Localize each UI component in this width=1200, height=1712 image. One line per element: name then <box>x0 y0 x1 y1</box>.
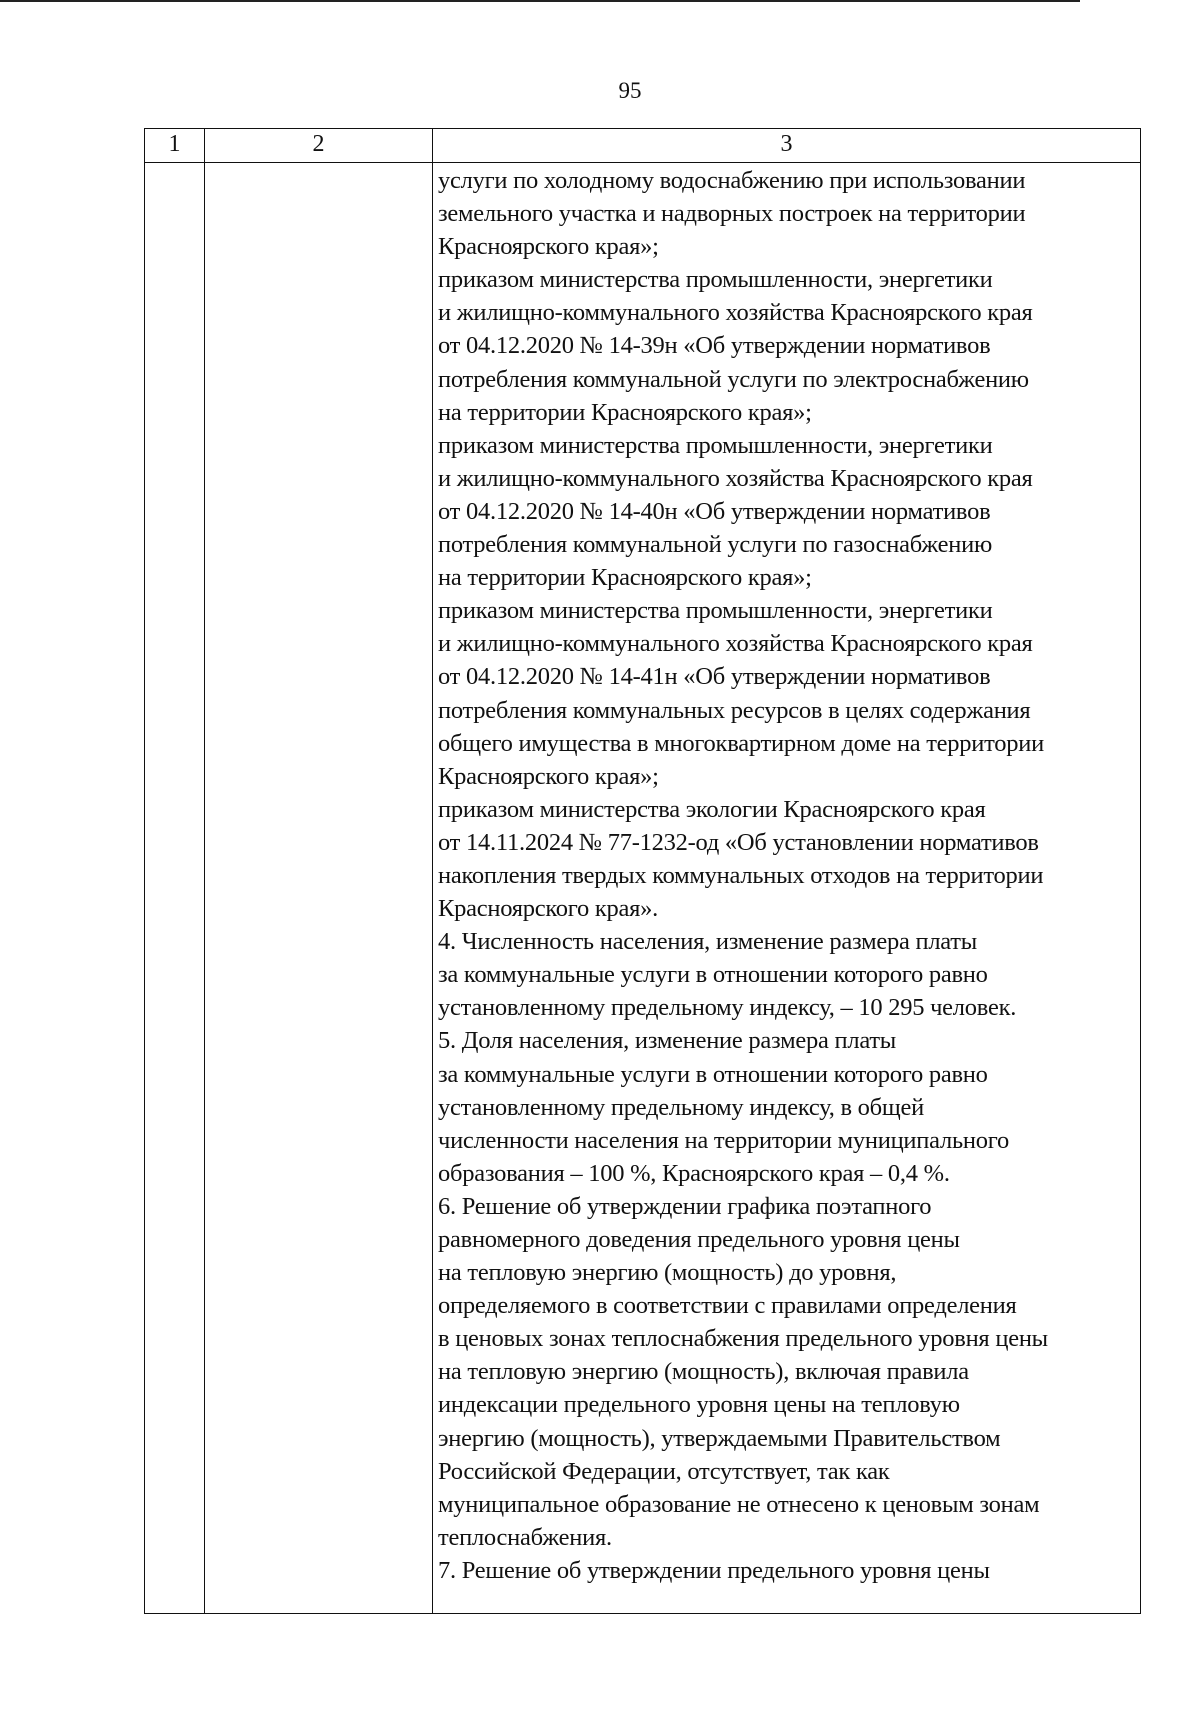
text-line: потребления коммунальной услуги по газоснабжению <box>438 531 993 559</box>
text-line: Российской Федерации, отсутствует, так как <box>438 1457 890 1485</box>
table-header-row <box>145 129 1141 163</box>
text-line: общего имущества в многоквартирном доме на территории <box>438 729 1045 757</box>
text-line: в ценовых зонах теплоснабжения предельного уровня цены <box>438 1325 1048 1353</box>
text-line: от 04.12.2020 № 14-41н «Об утверждении нормативов <box>438 663 991 691</box>
text-line: потребления коммунальной услуги по электроснабжению <box>438 365 1029 393</box>
text-line: и жилищно-коммунального хозяйства Красноярского края <box>438 630 1033 658</box>
text-line: установленному предельному индексу, – 10 295 человек. <box>438 994 1017 1022</box>
text-line: 6. Решение об утверждении графика поэтапного <box>438 1192 932 1220</box>
text-line: на территории Красноярского края»; <box>438 398 812 426</box>
cell-col3-text <box>433 163 1140 1587</box>
text-line: и жилищно-коммунального хозяйства Красноярского края <box>438 464 1033 492</box>
column-header-1: 1 <box>145 129 205 163</box>
cell-col1 <box>145 163 205 1614</box>
text-line: Красноярского края»; <box>438 233 659 261</box>
text-line: и жилищно-коммунального хозяйства Красноярского края <box>438 299 1033 327</box>
text-line: земельного участка и надворных построек на территории <box>438 200 1026 228</box>
text-line: услуги по холодному водоснабжению при использовании <box>438 167 1026 194</box>
text-line: индексации предельного уровня цены на тепловую <box>438 1391 960 1419</box>
text-line: численности населения на территории муниципального <box>438 1126 1009 1154</box>
text-line: на тепловую энергию (мощность), включая правила <box>438 1358 969 1386</box>
scan-top-edge <box>0 0 1080 2</box>
document-table <box>144 128 1141 1614</box>
text-line: определяемого в соответствии с правилами определения <box>438 1292 1017 1320</box>
column-header-2: 2 <box>205 129 433 163</box>
column-header-3: 3 <box>433 129 1141 163</box>
text-line: 4. Численность населения, изменение размера платы <box>438 928 977 956</box>
text-line: за коммунальные услуги в отношении которого равно <box>438 1060 988 1088</box>
text-line: от 14.11.2024 № 77-1232-од «Об установлении нормативов <box>438 828 1039 856</box>
text-line: от 04.12.2020 № 14-39н «Об утверждении нормативов <box>438 332 991 360</box>
text-line: приказом министерства экологии Красноярского края <box>438 795 986 823</box>
text-line: на территории Красноярского края»; <box>438 564 812 592</box>
text-line: накопления твердых коммунальных отходов на территории <box>438 861 1044 889</box>
text-line: приказом министерства промышленности, энергетики <box>438 597 993 625</box>
text-line: муниципальное образование не отнесено к ценовым зонам <box>438 1490 1040 1518</box>
text-line: 5. Доля населения, изменение размера платы <box>438 1027 896 1055</box>
table-row <box>145 163 1141 1614</box>
text-line: 7. Решение об утверждении предельного уровня цены <box>438 1556 990 1584</box>
text-line: образования – 100 %, Красноярского края – 0,4 %. <box>438 1159 950 1187</box>
cell-col2 <box>205 163 433 1614</box>
text-line: от 04.12.2020 № 14-40н «Об утверждении нормативов <box>438 497 991 525</box>
text-line: установленному предельному индексу, в общей <box>438 1093 924 1121</box>
text-line: потребления коммунальных ресурсов в целях содержания <box>438 696 1031 724</box>
text-line: равномерного доведения предельного уровня цены <box>438 1226 960 1253</box>
text-line: теплоснабжения. <box>438 1523 612 1551</box>
text-line: Красноярского края»; <box>438 762 659 790</box>
text-line: приказом министерства промышленности, энергетики <box>438 266 993 294</box>
text-line: энергию (мощность), утверждаемыми Правительством <box>438 1424 1001 1452</box>
text-line: приказом министерства промышленности, энергетики <box>438 431 993 459</box>
text-line: Красноярского края». <box>438 895 659 923</box>
cell-col3 <box>433 163 1141 1614</box>
page-number: 95 <box>618 78 642 103</box>
text-line: на тепловую энергию (мощность) до уровня, <box>438 1259 897 1287</box>
text-line: за коммунальные услуги в отношении которого равно <box>438 961 988 989</box>
